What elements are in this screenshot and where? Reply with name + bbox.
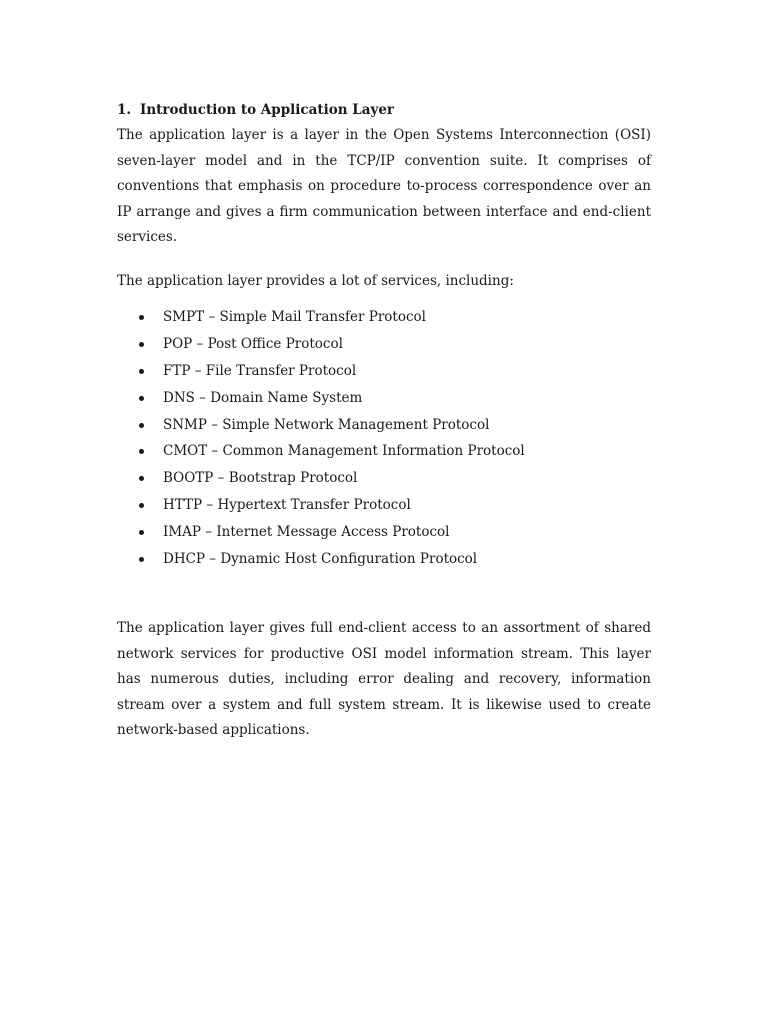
list-item-text: SMPT – Simple Mail Transfer Protocol bbox=[163, 309, 426, 325]
list-item-text: IMAP – Internet Message Access Protocol bbox=[163, 524, 450, 541]
list-item bbox=[117, 331, 651, 358]
list-item bbox=[117, 492, 651, 519]
bullet-icon bbox=[139, 396, 144, 401]
bullet-icon bbox=[139, 557, 144, 562]
bullet-icon bbox=[139, 423, 144, 428]
services-intro-paragraph: The application layer provides a lot of services, including: bbox=[117, 273, 514, 289]
list-item-text: BOOTP – Bootstrap Protocol bbox=[163, 470, 358, 487]
bullet-icon bbox=[139, 503, 144, 508]
bullet-icon bbox=[139, 369, 144, 374]
list-item-text: POP – Post Office Protocol bbox=[163, 335, 343, 352]
closing-paragraph: The application layer gives full end-client access to an assortment of shared network services for productive OSI model information stream. This layer has numerous duties, including error dealing and recovery, information stream over a system and full system stream. It is likewise used to create network-based applications. bbox=[117, 620, 651, 738]
bullet-icon bbox=[139, 342, 144, 347]
section-number: 1. bbox=[117, 102, 132, 118]
list-item bbox=[117, 546, 651, 573]
bullet-icon bbox=[139, 476, 144, 481]
list-item bbox=[117, 465, 651, 492]
bullet-icon bbox=[139, 530, 144, 535]
section-heading bbox=[117, 101, 394, 119]
list-item bbox=[117, 412, 651, 439]
list-item-text: SNMP – Simple Network Management Protocol bbox=[163, 416, 490, 433]
list-item-text: DNS – Domain Name System bbox=[163, 389, 363, 406]
list-item bbox=[117, 385, 651, 412]
bullet-icon bbox=[139, 315, 144, 320]
list-item-text: CMOT – Common Management Information Protocol bbox=[163, 443, 525, 460]
list-item bbox=[117, 358, 651, 385]
bullet-icon bbox=[139, 449, 144, 454]
list-item bbox=[117, 438, 651, 465]
list-item-text: FTP – File Transfer Protocol bbox=[163, 362, 357, 379]
list-item-text: DHCP – Dynamic Host Configuration Protocol bbox=[163, 551, 478, 568]
list-item bbox=[117, 304, 651, 331]
services-list bbox=[117, 304, 651, 573]
list-item-text: HTTP – Hypertext Transfer Protocol bbox=[163, 497, 411, 514]
list-item bbox=[117, 519, 651, 546]
intro-paragraph: The application layer is a layer in the Open Systems Interconnection (OSI) seven-layer model and in the TCP/IP convention suite. It comprises of conventions that emphasis on procedure to-process correspondence over an IP arrange and gives a firm communication between interface and end-client services. bbox=[117, 127, 651, 245]
section-title: Introduction to Application Layer bbox=[140, 102, 395, 118]
